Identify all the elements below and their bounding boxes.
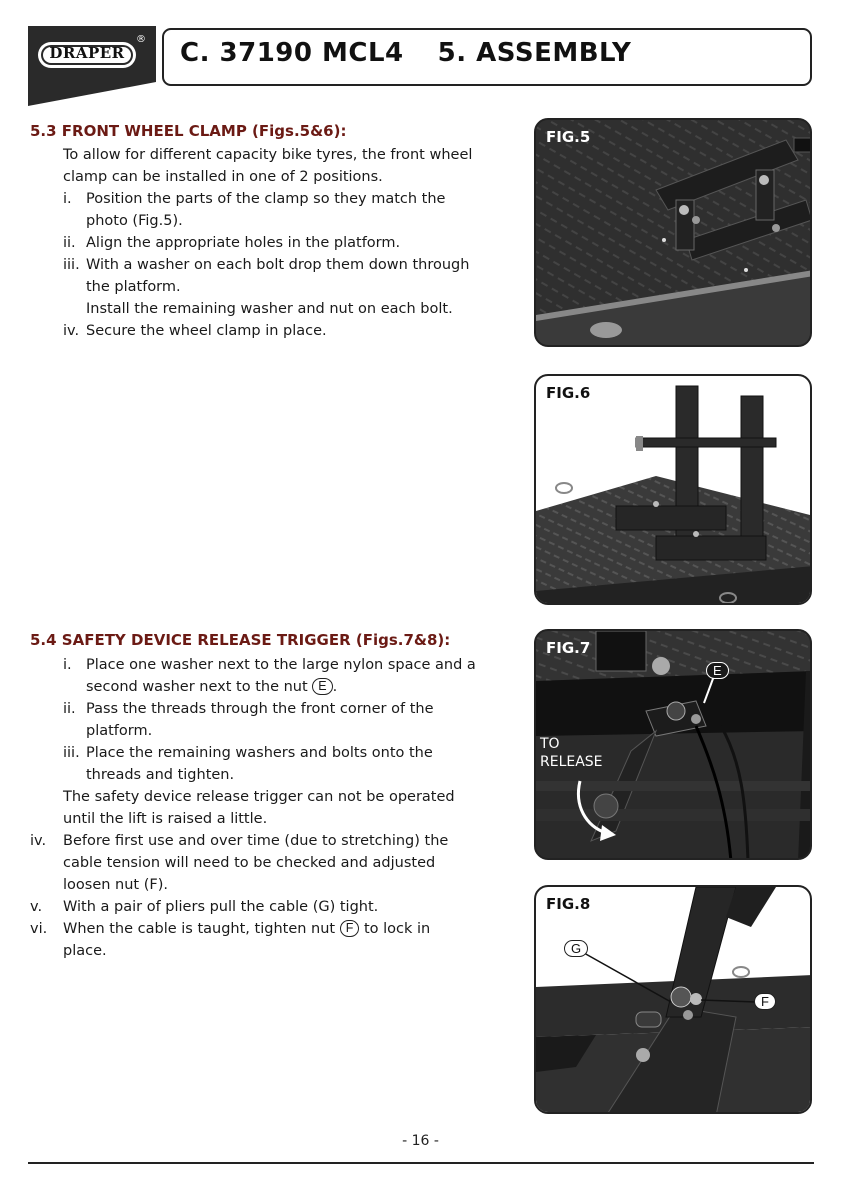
step-number: ii. (63, 701, 76, 717)
model-number: C. 37190 MCL4 (180, 38, 404, 68)
step-number: i. (63, 191, 72, 207)
figure-8-label: FIG.8 (546, 895, 591, 913)
figure-6-label: FIG.6 (546, 384, 591, 402)
list-item (30, 896, 530, 918)
step-text: Pass the threads through the front corner of the (86, 701, 434, 717)
step-text: Install the remaining washer and nut on each bolt. (86, 301, 453, 317)
fig6-photo (536, 376, 812, 605)
section-5-3-intro (63, 144, 523, 188)
step-text: Secure the wheel clamp in place. (86, 323, 327, 339)
step-text: . (332, 679, 338, 695)
step-text: loosen nut (F). (63, 877, 168, 893)
list-item (63, 188, 533, 232)
step-text: Before first use and over time (due to stretching) the (63, 833, 449, 849)
step-text: Align the appropriate holes in the platform. (86, 235, 401, 251)
page-title (180, 38, 631, 68)
figure-5 (534, 118, 812, 347)
section-5-4-heading: 5.4 SAFETY DEVICE RELEASE TRIGGER (Figs.7&8): (30, 631, 451, 649)
step-text: With a washer on each bolt drop them down through (86, 257, 470, 273)
step-text: to lock in (363, 921, 431, 937)
list-item (63, 232, 533, 254)
note-text: until the lift is raised a little. (63, 811, 268, 827)
list-item (63, 654, 533, 698)
step-text: When the cable is taught, tighten nut (63, 921, 336, 937)
release-text: RELEASE (540, 754, 603, 770)
intro-line: clamp can be installed in one of 2 positions. (63, 169, 383, 185)
section-title: 5. ASSEMBLY (437, 38, 632, 68)
callout-g: G (564, 940, 588, 957)
figure-6 (534, 374, 812, 605)
step-number: ii. (63, 235, 76, 251)
page-number: - 16 - (402, 1133, 439, 1149)
footer-divider (28, 1162, 814, 1164)
figure-7-label: FIG.7 (546, 639, 591, 657)
step-text: cable tension will need to be checked and adjusted (63, 855, 436, 871)
step-number: iii. (63, 745, 80, 761)
step-number: v. (30, 899, 43, 915)
release-label (540, 735, 603, 771)
step-number: iv. (63, 323, 80, 339)
step-text: photo (Fig.5). (86, 213, 183, 229)
callout-e: E (706, 662, 729, 679)
draper-logo (28, 26, 156, 106)
fig5-photo (536, 120, 812, 347)
step-text: the platform. (86, 279, 181, 295)
step-number: i. (63, 657, 72, 673)
note-text: The safety device release trigger can not be operated (63, 789, 455, 805)
list-item (30, 830, 530, 896)
section-5-3-heading: 5.3 FRONT WHEEL CLAMP (Figs.5&6): (30, 122, 347, 140)
brand-name: DRAPER (49, 44, 125, 62)
nut-f-reference: F (340, 920, 360, 937)
list-item (63, 254, 533, 320)
step-number: iv. (30, 833, 47, 849)
step-text: Place one washer next to the large nylon space and a (86, 657, 476, 673)
title-box (162, 28, 812, 86)
step-number: vi. (30, 921, 48, 937)
step-text: threads and tighten. (86, 767, 235, 783)
step-text: With a pair of pliers pull the cable (G) tight. (63, 899, 379, 915)
note-paragraph (63, 786, 533, 830)
registered-mark: ® (136, 34, 146, 45)
step-text: Position the parts of the clamp so they match the (86, 191, 446, 207)
figure-8 (534, 885, 812, 1114)
figure-5-label: FIG.5 (546, 128, 591, 146)
list-item (63, 698, 533, 742)
list-item (63, 320, 533, 342)
intro-line: To allow for different capacity bike tyres, the front wheel (63, 147, 473, 163)
list-item (63, 742, 533, 786)
callout-f: F (754, 993, 776, 1010)
step-text: platform. (86, 723, 153, 739)
nut-e-reference: E (312, 678, 332, 695)
figure-7 (534, 629, 812, 860)
step-text: second washer next to the nut (86, 679, 308, 695)
step-text: place. (63, 943, 107, 959)
step-number: iii. (63, 257, 80, 273)
step-text: Place the remaining washers and bolts onto the (86, 745, 433, 761)
release-text: TO (540, 736, 560, 752)
list-item (30, 918, 530, 962)
